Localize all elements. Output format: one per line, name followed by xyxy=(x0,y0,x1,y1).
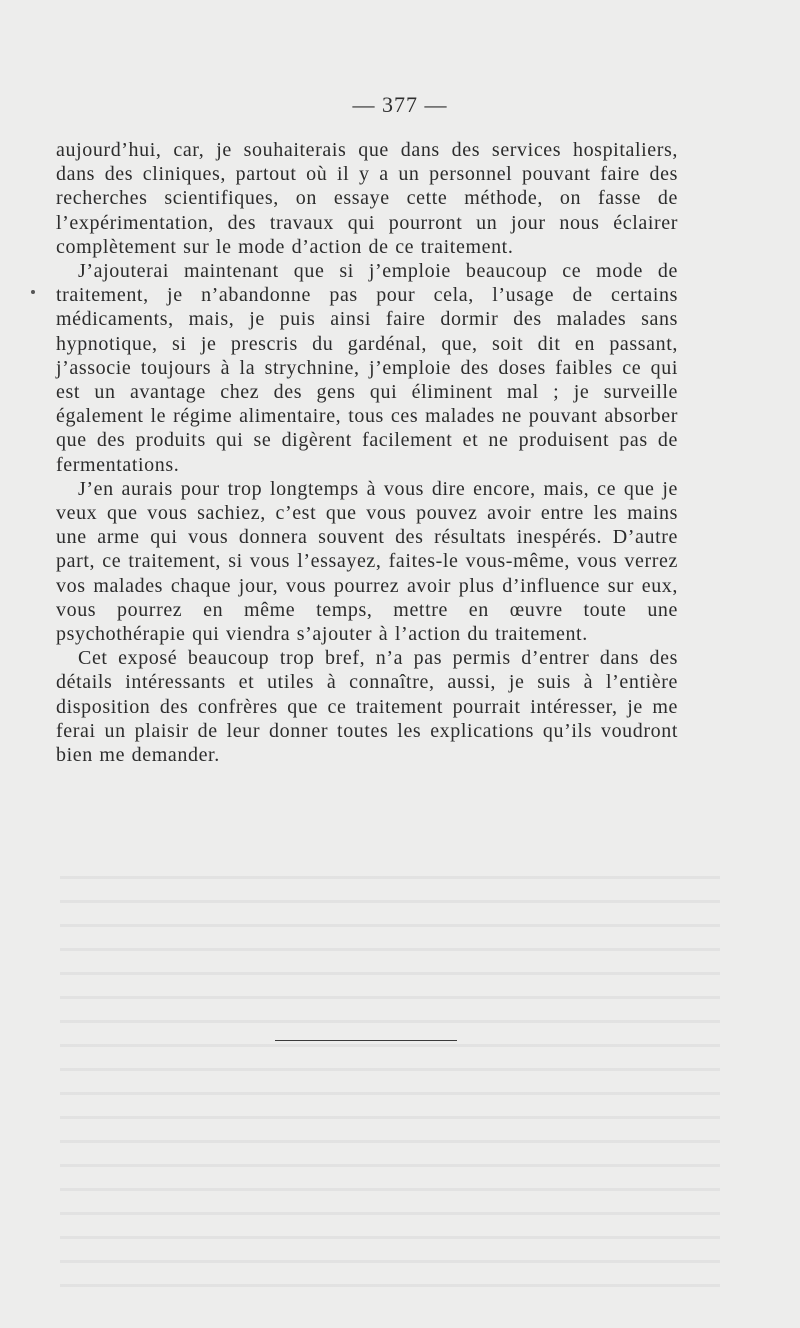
body-text xyxy=(56,138,678,767)
paragraph-2: J’ajouterai maintenant que si j’emploie beaucoup ce mode de traitement, je n’abandonne pas pour cela, l’usage de certains médicaments, mais, je puis ainsi faire dormir des malades sans hypnotique, si je prescris du gardénal, que, soit dit en passant, j’associe toujours à la strychnine, j’emploie des doses faibles ce qui est un avantage chez des gens qui éliminent mal ; je surveille également le régime alimentaire, tous ces malades ne pouvant absorber que des produits qui se digèrent facilement et ne produisent pas de fermentations. xyxy=(56,260,678,476)
paragraph-3: J’en aurais pour trop longtemps à vous dire encore, mais, ce que je veux que vous sachiez, c’est que vous pouvez avoir entre les mains une arme qui vous donnera souvent des résultats inespérés. D’autre part, ce traitement, si vous l’essayez, faites-le vous-même, vous verrez vos malades chaque jour, vous pourrez avoir plus d’influence sur eux, vous pourrez en même temps, mettre en œuvre toute une psychothérapie qui viendra s’ajouter à l’action du traitement. xyxy=(56,477,678,646)
show-through-text xyxy=(60,862,720,1292)
paragraph-1: aujourd’hui, car, je souhaiterais que dans des services hospitaliers, dans des cliniques, partout où il y a un personnel pouvant faire des recherches scientifiques, on essaye cette méthode, on fasse de l’expérimentation, des travaux qui pourront un jour nous éclairer complètement sur le mode d’action de ce traitement. xyxy=(56,139,678,258)
section-end-rule xyxy=(275,1040,457,1041)
margin-mark xyxy=(31,290,35,294)
paragraph-4: Cet exposé beaucoup trop bref, n’a pas permis d’entrer dans des détails intéressants et utiles à connaître, aussi, je suis à l’entière disposition des confrères que ce traitement pourrait intéresser, je me ferai un plaisir de leur donner toutes les explications qu’ils voudront bien me demander. xyxy=(56,647,678,767)
page-number: — 377 — xyxy=(352,92,448,117)
